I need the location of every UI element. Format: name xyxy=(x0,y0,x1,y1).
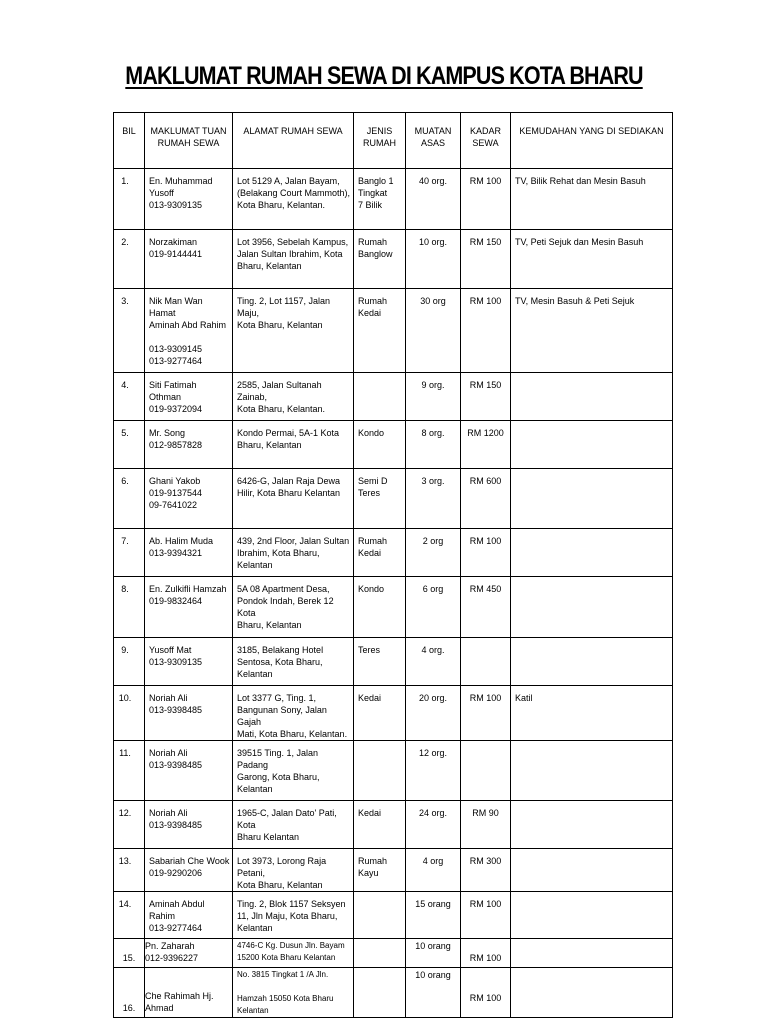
table-row xyxy=(114,230,673,289)
cell-tuan-rumah: Sabariah Che Wook 019-9290206 xyxy=(145,849,233,892)
cell-tuan-rumah: Yusoff Mat 013-9309135 xyxy=(145,638,233,686)
cell-tuan-rumah: Siti Fatimah Othman 019-9372094 xyxy=(145,373,233,421)
cell-tuan-rumah: Nik Man Wan Hamat Aminah Abd Rahim 013-9309145 013-9277464 xyxy=(145,289,233,373)
cell-kadar: RM 450 xyxy=(461,577,511,638)
cell-tuan-rumah: Mr. Song 012-9857828 xyxy=(145,421,233,469)
cell-alamat: 5A 08 Apartment Desa, Pondok Indah, Berek 12 Kota Bharu, Kelantan xyxy=(233,577,354,638)
cell-kadar: RM 150 xyxy=(461,373,511,421)
table-header-row xyxy=(114,113,673,169)
cell-jenis: Rumah Kayu xyxy=(354,849,406,892)
cell-kadar: RM 100 xyxy=(461,939,511,968)
cell-bil: 3. xyxy=(114,289,145,373)
cell-kemudahan: TV, Bilik Rehat dan Mesin Basuh xyxy=(511,169,673,230)
cell-alamat: 3185, Belakang Hotel Sentosa, Kota Bharu, Kelantan xyxy=(233,638,354,686)
cell-muatan: 8 org. xyxy=(406,421,461,469)
table-row xyxy=(114,968,673,1018)
cell-kemudahan: Katil xyxy=(511,686,673,741)
table-row xyxy=(114,638,673,686)
cell-kemudahan xyxy=(511,939,673,968)
cell-kadar: RM 1200 xyxy=(461,421,511,469)
table-row xyxy=(114,289,673,373)
cell-kadar: RM 100 xyxy=(461,289,511,373)
table-row xyxy=(114,686,673,741)
cell-tuan-rumah: Noriah Ali 013-9398485 xyxy=(145,686,233,741)
cell-kemudahan xyxy=(511,373,673,421)
cell-jenis: Rumah Kedai xyxy=(354,529,406,577)
cell-bil: 13. xyxy=(114,849,145,892)
cell-bil: 9. xyxy=(114,638,145,686)
cell-kadar xyxy=(461,638,511,686)
cell-muatan: 10 orang xyxy=(406,939,461,968)
header-muatan: MUATAN ASAS xyxy=(406,113,461,169)
header-kemudahan: KEMUDAHAN YANG DI SEDIAKAN xyxy=(511,113,673,169)
rental-table xyxy=(113,112,673,1018)
cell-bil: 11. xyxy=(114,741,145,801)
cell-bil: 8. xyxy=(114,577,145,638)
table-row xyxy=(114,529,673,577)
cell-tuan-rumah: En. Zulkifli Hamzah 019-9832464 xyxy=(145,577,233,638)
cell-kadar: RM 300 xyxy=(461,849,511,892)
header-bil: BIL xyxy=(114,113,145,169)
header-kadar: KADAR SEWA xyxy=(461,113,511,169)
cell-muatan: 40 org. xyxy=(406,169,461,230)
table-row xyxy=(114,939,673,968)
cell-tuan-rumah: Che Rahimah Hj. Ahmad xyxy=(145,968,233,1018)
cell-muatan: 9 org. xyxy=(406,373,461,421)
cell-muatan: 10 org. xyxy=(406,230,461,289)
cell-muatan: 20 org. xyxy=(406,686,461,741)
cell-alamat: Ting. 2, Lot 1157, Jalan Maju, Kota Bharu, Kelantan xyxy=(233,289,354,373)
cell-tuan-rumah: En. Muhammad Yusoff 013-9309135 xyxy=(145,169,233,230)
cell-kadar: RM 100 xyxy=(461,529,511,577)
cell-alamat: 6426-G, Jalan Raja Dewa Hilir, Kota Bharu Kelantan xyxy=(233,469,354,529)
cell-alamat: Kondo Permai, 5A-1 Kota Bharu, Kelantan xyxy=(233,421,354,469)
cell-jenis xyxy=(354,741,406,801)
cell-kemudahan xyxy=(511,469,673,529)
cell-jenis: Kedai xyxy=(354,686,406,741)
cell-kadar: RM 150 xyxy=(461,230,511,289)
cell-bil: 5. xyxy=(114,421,145,469)
cell-jenis xyxy=(354,939,406,968)
cell-kemudahan: TV, Peti Sejuk dan Mesin Basuh xyxy=(511,230,673,289)
cell-tuan-rumah: Noriah Ali 013-9398485 xyxy=(145,801,233,849)
cell-jenis: Kondo xyxy=(354,577,406,638)
page-title: MAKLUMAT RUMAH SEWA DI KAMPUS KOTA BHARU xyxy=(125,62,643,90)
cell-kadar: RM 100 xyxy=(461,892,511,939)
cell-jenis: Rumah Kedai xyxy=(354,289,406,373)
cell-muatan: 4 org xyxy=(406,849,461,892)
cell-jenis xyxy=(354,373,406,421)
cell-kemudahan xyxy=(511,741,673,801)
cell-jenis: Kondo xyxy=(354,421,406,469)
cell-bil: 12. xyxy=(114,801,145,849)
cell-bil: 1. xyxy=(114,169,145,230)
table-row xyxy=(114,801,673,849)
cell-muatan: 6 org xyxy=(406,577,461,638)
cell-alamat: 1965-C, Jalan Dato' Pati, Kota Bharu Kelantan xyxy=(233,801,354,849)
cell-tuan-rumah: Norzakiman 019-9144441 xyxy=(145,230,233,289)
cell-tuan-rumah: Aminah Abdul Rahim 013-9277464 xyxy=(145,892,233,939)
cell-kemudahan xyxy=(511,577,673,638)
table-row xyxy=(114,169,673,230)
cell-alamat: Lot 3973, Lorong Raja Petani, Kota Bharu, Kelantan xyxy=(233,849,354,892)
cell-alamat: 439, 2nd Floor, Jalan Sultan Ibrahim, Kota Bharu, Kelantan xyxy=(233,529,354,577)
cell-bil: 7. xyxy=(114,529,145,577)
cell-bil: 10. xyxy=(114,686,145,741)
cell-kemudahan xyxy=(511,529,673,577)
cell-muatan: 15 orang xyxy=(406,892,461,939)
cell-alamat: 39515 Ting. 1, Jalan Padang Garong, Kota Bharu, Kelantan xyxy=(233,741,354,801)
cell-kadar xyxy=(461,741,511,801)
cell-kadar: RM 100 xyxy=(461,968,511,1018)
cell-jenis: Teres xyxy=(354,638,406,686)
table-row xyxy=(114,892,673,939)
cell-muatan: 10 orang xyxy=(406,968,461,1018)
table-row xyxy=(114,421,673,469)
cell-alamat: Lot 5129 A, Jalan Bayam, (Belakang Court Mammoth), Kota Bharu, Kelantan. xyxy=(233,169,354,230)
cell-jenis: Banglo 1 Tingkat 7 Bilik xyxy=(354,169,406,230)
cell-jenis: Semi D Teres xyxy=(354,469,406,529)
cell-muatan: 4 org. xyxy=(406,638,461,686)
cell-bil: 15. xyxy=(114,939,145,968)
cell-tuan-rumah: Noriah Ali 013-9398485 xyxy=(145,741,233,801)
cell-kadar: RM 100 xyxy=(461,686,511,741)
table-row xyxy=(114,469,673,529)
cell-jenis xyxy=(354,968,406,1018)
cell-alamat: No. 3815 Tingkat 1 /A Jln. Hamzah 15050 Kota Bharu Kelantan xyxy=(233,968,354,1018)
cell-kadar: RM 600 xyxy=(461,469,511,529)
cell-kemudahan xyxy=(511,421,673,469)
cell-tuan-rumah: Ghani Yakob 019-9137544 09-7641022 xyxy=(145,469,233,529)
cell-kadar: RM 100 xyxy=(461,169,511,230)
cell-tuan-rumah: Ab. Halim Muda 013-9394321 xyxy=(145,529,233,577)
cell-kemudahan xyxy=(511,638,673,686)
header-tuan: MAKLUMAT TUAN RUMAH SEWA xyxy=(145,113,233,169)
cell-kemudahan xyxy=(511,849,673,892)
header-jenis: JENIS RUMAH xyxy=(354,113,406,169)
table-body xyxy=(114,169,673,1018)
cell-bil: 2. xyxy=(114,230,145,289)
cell-muatan: 30 org xyxy=(406,289,461,373)
cell-jenis: Rumah Banglow xyxy=(354,230,406,289)
cell-alamat: 4746-C Kg. Dusun Jln. Bayam 15200 Kota Bharu Kelantan xyxy=(233,939,354,968)
table-row xyxy=(114,373,673,421)
table-row xyxy=(114,577,673,638)
header-alamat: ALAMAT RUMAH SEWA xyxy=(233,113,354,169)
cell-alamat: 2585, Jalan Sultanah Zainab, Kota Bharu, Kelantan. xyxy=(233,373,354,421)
cell-kadar: RM 90 xyxy=(461,801,511,849)
cell-jenis xyxy=(354,892,406,939)
cell-muatan: 3 org. xyxy=(406,469,461,529)
cell-bil: 16. xyxy=(114,968,145,1018)
cell-bil: 6. xyxy=(114,469,145,529)
cell-kemudahan xyxy=(511,968,673,1018)
cell-muatan: 24 org. xyxy=(406,801,461,849)
cell-kemudahan: TV, Mesin Basuh & Peti Sejuk xyxy=(511,289,673,373)
cell-alamat: Lot 3956, Sebelah Kampus, Jalan Sultan Ibrahim, Kota Bharu, Kelantan xyxy=(233,230,354,289)
cell-alamat: Lot 3377 G, Ting. 1, Bangunan Sony, Jalan Gajah Mati, Kota Bharu, Kelantan. xyxy=(233,686,354,741)
cell-bil: 4. xyxy=(114,373,145,421)
table-row xyxy=(114,741,673,801)
cell-kemudahan xyxy=(511,801,673,849)
cell-muatan: 2 org xyxy=(406,529,461,577)
table-row xyxy=(114,849,673,892)
cell-kemudahan xyxy=(511,892,673,939)
cell-bil: 14. xyxy=(114,892,145,939)
cell-alamat: Ting. 2, Blok 1157 Seksyen 11, Jln Maju, Kota Bharu, Kelantan xyxy=(233,892,354,939)
cell-muatan: 12 org. xyxy=(406,741,461,801)
cell-jenis: Kedai xyxy=(354,801,406,849)
cell-tuan-rumah: Pn. Zaharah 012-9396227 xyxy=(145,939,233,968)
